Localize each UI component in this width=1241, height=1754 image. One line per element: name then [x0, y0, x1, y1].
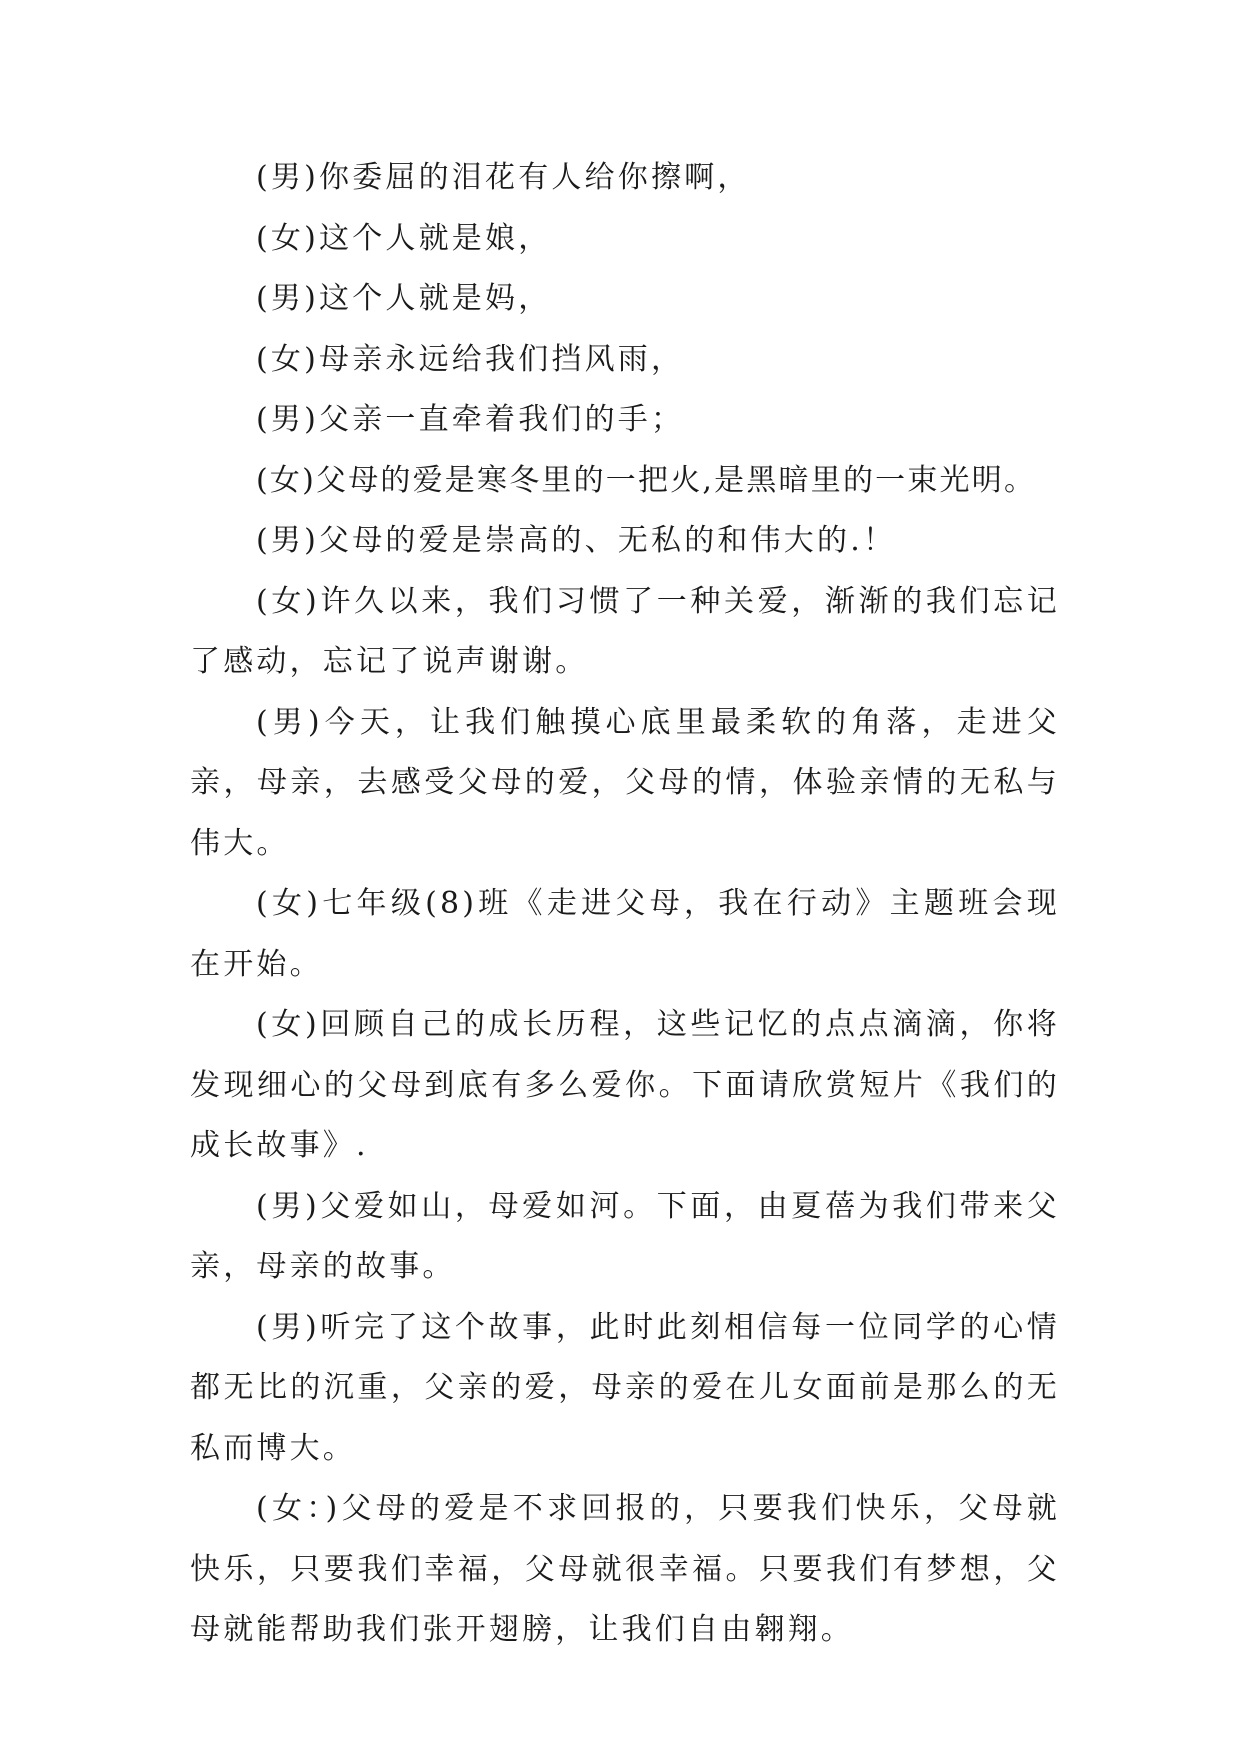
paragraph-14: (女：)父母的爱是不求回报的，只要我们快乐，父母就快乐，只要我们幸福，父母就很幸福。只要我们有梦想，父母就能帮助我们张开翅膀，让我们自由翱翔。: [190, 1491, 1060, 1647]
paragraph-6: (女)父母的爱是寒冬里的一把火,是黑暗里的一束光明。: [256, 462, 1037, 498]
paragraph-10: (女)七年级(8)班《走进父母，我在行动》主题班会现在开始。: [190, 886, 1060, 982]
paragraph-7: (男)父母的爱是崇高的、无私的和伟大的.！: [256, 523, 897, 558]
paragraph-2: (女)这个人就是娘，: [256, 220, 552, 256]
paragraph-5: (男)父亲一直牵着我们的手；: [256, 402, 685, 437]
paragraph-13: (男)听完了这个故事，此时此刻相信每一位同学的心情都无比的沉重，父亲的爱，母亲的爱在儿女面前是那么的无私而博大。: [190, 1309, 1060, 1466]
paragraph-8: (女)许久以来，我们习惯了一种关爱，渐渐的我们忘记了感动，忘记了说声谢谢。: [190, 583, 1060, 679]
paragraph-1: (男)你委屈的泪花有人给你擦啊，: [256, 160, 751, 195]
paragraph-9: (男)今天，让我们触摸心底里最柔软的角落，走进父亲，母亲，去感受父母的爱，父母的情，体验亲情的无私与伟大。: [190, 704, 1060, 861]
paragraph-3: (男)这个人就是妈，: [256, 281, 552, 316]
paragraph-11: (女)回顾自己的成长历程，这些记忆的点点滴滴，你将发现细心的父母到底有多么爱你。下面请欣赏短片《我们的成长故事》.: [190, 1007, 1060, 1163]
paragraph-12: (男)父爱如山，母爱如河。下面，由夏蓓为我们带来父亲，母亲的故事。: [190, 1188, 1060, 1284]
paragraph-4: (女)母亲永远给我们挡风雨，: [256, 341, 685, 377]
document-body: [190, 148, 1060, 1661]
